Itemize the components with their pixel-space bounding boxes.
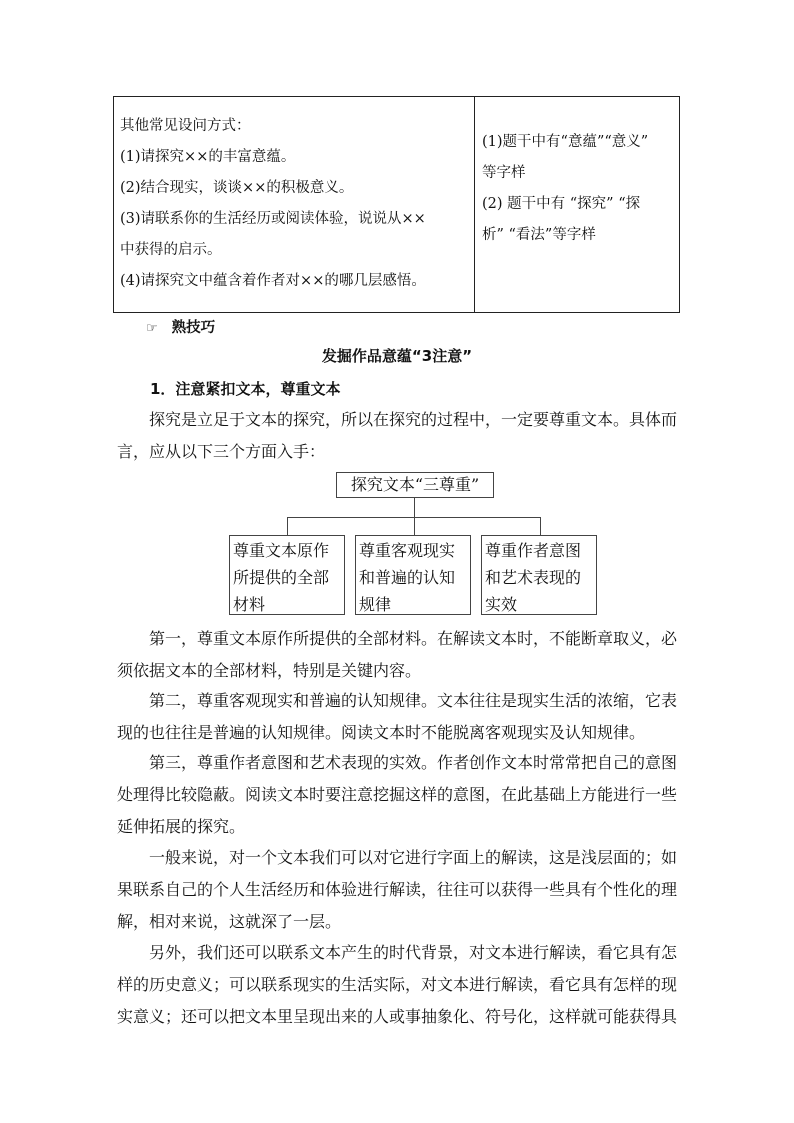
point-heading: 1．注意紧扣文本，尊重文本	[150, 380, 341, 398]
table-column-divider	[474, 97, 475, 312]
table-right-line: (2) 题干中有 “探究” “探	[482, 196, 641, 212]
paragraph-second	[117, 685, 682, 749]
text-line: 第三，尊重作者意图和艺术表现的实效。作者创作文本时常常把自己的意图	[149, 753, 678, 772]
diagram-box-line: 实效	[485, 595, 518, 614]
diagram-box-line: 所提供的全部	[233, 568, 330, 587]
section-title: 发掘作品意蕴“3注意”	[321, 347, 473, 365]
table-left-line: (1)请探究××的丰富意蕴。	[120, 149, 296, 165]
diagram-connector	[540, 517, 541, 535]
table-left-line: 中获得的启示。	[120, 242, 222, 258]
table-left-cell	[120, 111, 470, 297]
text-line: 处理得比较隐蔽。阅读文本时要注意挖掘这样的意图，在此基础上方能进行一些	[117, 785, 678, 804]
text-line: 言，应从以下三个方面入手：	[117, 442, 326, 461]
diagram-box-intent	[481, 535, 597, 615]
paragraph-fifth	[117, 937, 682, 1033]
diagram-box-reality	[355, 535, 471, 615]
diagram-box-line: 尊重客观现实	[359, 541, 456, 560]
table-right-line: (1)题干中有“意蕴”“意义”	[482, 134, 649, 150]
text-line: 样的历史意义；可以联系现实的生活实际，对文本进行解读，看它具有怎样的现	[117, 975, 678, 994]
table-right-cell	[482, 127, 677, 251]
diagram-connector	[414, 517, 415, 535]
table-left-line: (3)请联系你的生活经历或阅读体验，说说从××	[120, 211, 426, 227]
text-line: 现的也往往是普遍的认知规律。阅读文本时不能脱离客观现实及认知规律。	[117, 723, 646, 742]
table-left-line: (4)请探究文中蕴含着作者对××的哪几层感悟。	[120, 273, 426, 289]
text-line: 第二，尊重客观现实和普遍的认知规律。文本往往是现实生活的浓缩，它表	[149, 691, 678, 710]
diagram-connector	[414, 498, 415, 518]
text-line: 一般来说，对一个文本我们可以对它进行字面上的解读，这是浅层面的；如	[149, 848, 678, 867]
diagram-root-box: 探究文本“三尊重”	[336, 472, 494, 498]
diagram-connector	[287, 517, 288, 535]
diagram-box-line: 尊重文本原作	[233, 541, 330, 560]
table-right-line: 析” “看法”等字样	[482, 227, 596, 243]
diagram-box-material	[229, 535, 345, 615]
text-line: 第一，尊重文本原作所提供的全部材料。在解读文本时，不能断章取义，必	[149, 629, 678, 648]
intro-paragraph	[117, 404, 682, 468]
question-types-table	[113, 96, 680, 313]
text-line: 实意义；还可以把文本里呈现出来的人或事抽象化、符号化，这样就可能获得具	[117, 1007, 678, 1026]
text-line: 解，相对来说，这就深了一层。	[117, 912, 342, 931]
paragraph-first	[117, 623, 682, 687]
diagram-box-line: 和普遍的认知	[359, 568, 456, 587]
pointing-hand-icon: ☞	[146, 321, 158, 336]
tip-heading	[146, 316, 215, 337]
diagram-box-line: 尊重作者意图	[485, 541, 582, 560]
table-right-line: 等字样	[482, 165, 526, 181]
diagram-box-line: 材料	[233, 595, 266, 614]
paragraph-fourth	[117, 842, 682, 938]
text-line: 延伸拓展的探究。	[117, 817, 246, 836]
text-line: 另外，我们还可以联系文本产生的时代背景，对文本进行解读，看它具有怎	[149, 943, 678, 962]
table-left-line: (2)结合现实，谈谈××的积极意义。	[120, 180, 354, 196]
paragraph-third	[117, 747, 682, 843]
text-line: 果联系自己的个人生活经历和体验进行解读，往往可以获得一些具有个性化的理	[117, 880, 678, 899]
diagram-box-line: 和艺术表现的	[485, 568, 582, 587]
diagram-box-line: 规律	[359, 595, 392, 614]
text-line: 探究是立足于文本的探究，所以在探究的过程中，一定要尊重文本。具体而	[149, 410, 678, 429]
tip-label: 熟技巧	[171, 320, 216, 336]
table-left-line: 其他常见设问方式：	[120, 118, 251, 134]
text-line: 须依据文本的全部材料，特别是关键内容。	[117, 661, 422, 680]
